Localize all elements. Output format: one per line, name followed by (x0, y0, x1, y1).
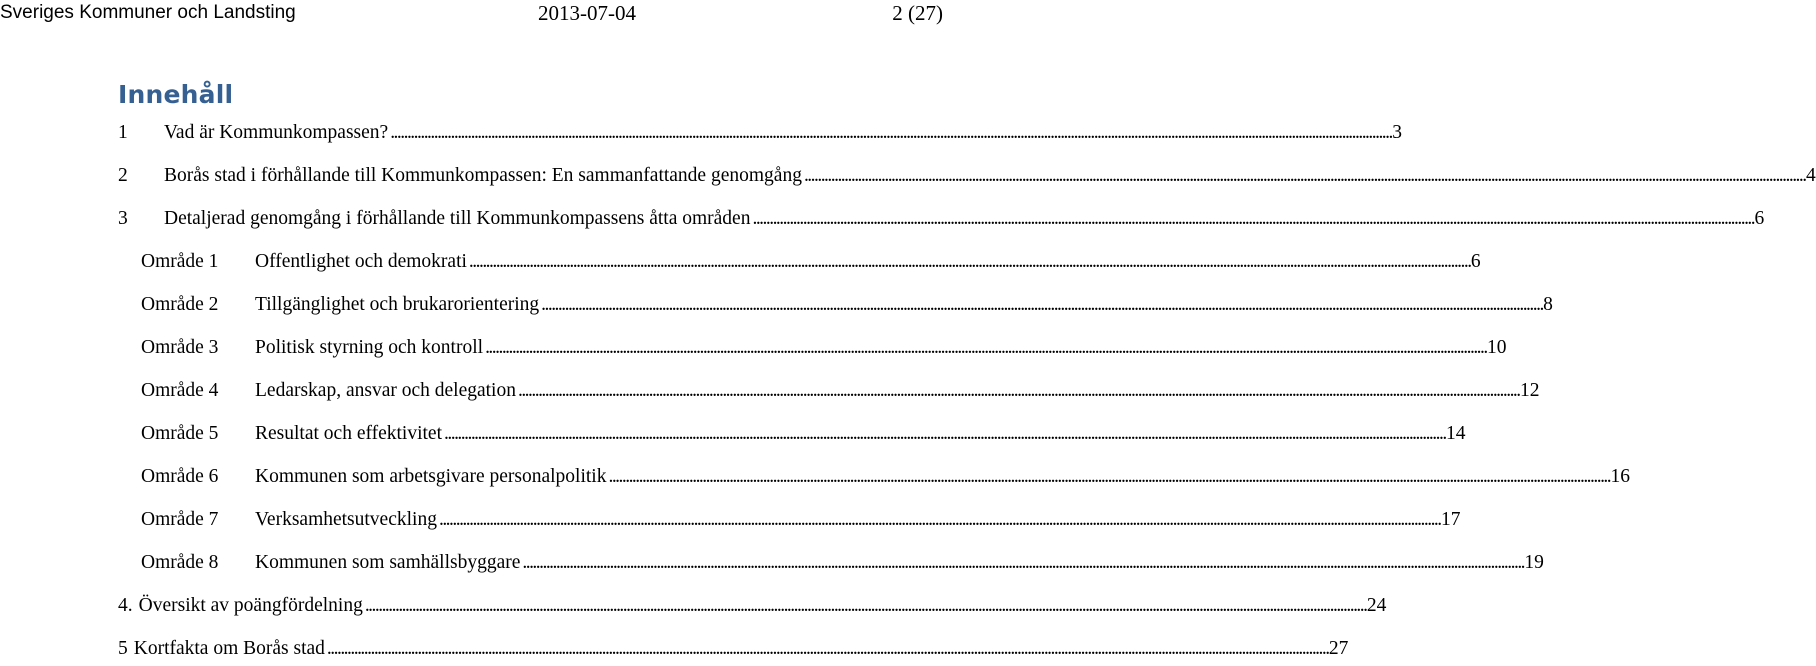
toc-entry-title: Vad är Kommunkompassen? (164, 122, 389, 143)
toc-entry-number: 3 (118, 208, 128, 229)
toc-entry[interactable] (141, 380, 1540, 408)
toc-entry-page: 10 (1487, 337, 1507, 358)
toc-entry-page: 3 (1392, 122, 1402, 143)
toc-entry-number: Område 1 (141, 251, 219, 272)
toc-entry[interactable] (141, 423, 1466, 451)
toc-entry-title: Kommunen som samhällsbyggare (255, 552, 521, 573)
toc-heading: Innehåll (118, 80, 234, 109)
toc-entry-page: 24 (1366, 595, 1387, 616)
toc-entry-page: 4 (1805, 165, 1816, 186)
toc-entry[interactable] (141, 509, 1461, 537)
header-date: 2013-07-04 (538, 1, 636, 25)
dot-leader (390, 122, 1390, 144)
dot-leader (469, 251, 1469, 273)
toc-entry-page: 17 (1440, 509, 1461, 530)
toc-entry[interactable] (118, 595, 1387, 623)
toc-entry-title: Resultat och effektivitet (255, 423, 443, 444)
header-page-indicator: 2 (27) (892, 1, 943, 25)
toc-entry-number: Område 2 (141, 294, 219, 315)
toc-entry[interactable] (118, 638, 1349, 666)
dot-leader (327, 638, 1327, 660)
toc-entry-number: 4. (118, 595, 133, 616)
toc-entry-number: Område 5 (141, 423, 219, 444)
dot-leader (439, 509, 1439, 531)
toc-entry-title: Offentlighet och demokrati (255, 251, 467, 272)
toc-entry-title: Borås stad i förhållande till Kommunkompassen: En sammanfattande genomgång (164, 165, 802, 186)
toc-entry-number: Område 4 (141, 380, 219, 401)
toc-entry-title: Tillgänglighet och brukarorientering (255, 294, 540, 315)
toc-entry-number: Område 3 (141, 337, 219, 358)
toc-entry-number: Område 6 (141, 466, 219, 487)
toc-entry-title: Kortfakta om Borås stad (133, 638, 325, 659)
toc-entry-number: 2 (118, 165, 128, 186)
toc-entry-page: 27 (1328, 638, 1349, 659)
toc-entry-title: Kommunen som arbetsgivare personalpolitik (255, 466, 607, 487)
toc-entry[interactable] (141, 294, 1553, 322)
dot-leader (485, 337, 1485, 359)
toc-entry[interactable] (141, 552, 1544, 580)
toc-entry-number: 5 (118, 638, 128, 659)
dot-leader (752, 208, 1752, 230)
toc-entry-title: Politisk styrning och kontroll (255, 337, 484, 358)
toc-entry-page: 14 (1446, 423, 1466, 444)
toc-entry-number: 1 (118, 122, 128, 143)
toc-entry[interactable] (141, 251, 1481, 279)
toc-entry-title: Ledarskap, ansvar och delegation (255, 380, 516, 401)
dot-leader (608, 466, 1608, 488)
dot-leader (804, 165, 1804, 187)
dot-leader (444, 423, 1444, 445)
toc-entry-page: 8 (1543, 294, 1553, 315)
toc-entry-page: 12 (1519, 380, 1540, 401)
toc-entry-title: Verksamhetsutveckling (255, 509, 437, 530)
toc-entry[interactable] (118, 165, 1816, 193)
toc-entry[interactable] (141, 466, 1630, 494)
toc-entry-number: Område 8 (141, 552, 219, 573)
toc-entry-number: Område 7 (141, 509, 219, 530)
dot-leader (522, 552, 1522, 574)
toc-entry-page: 19 (1524, 552, 1544, 573)
toc-entry-page: 6 (1754, 208, 1765, 229)
dot-leader (541, 294, 1541, 316)
header-organization: Sveriges Kommuner och Landsting (0, 2, 296, 23)
toc-entry-title: Översikt av poängfördelning (138, 595, 363, 616)
toc-entry[interactable] (118, 122, 1402, 150)
toc-entry[interactable] (141, 337, 1507, 365)
dot-leader (365, 595, 1365, 617)
toc-entry-title: Detaljerad genomgång i förhållande till Kommunkompassens åtta områden (164, 208, 751, 229)
toc-entry[interactable] (118, 208, 1765, 236)
page-header (0, 0, 960, 30)
dot-leader (518, 380, 1518, 402)
toc-entry-page: 6 (1470, 251, 1481, 272)
toc-entry-page: 16 (1610, 466, 1630, 487)
